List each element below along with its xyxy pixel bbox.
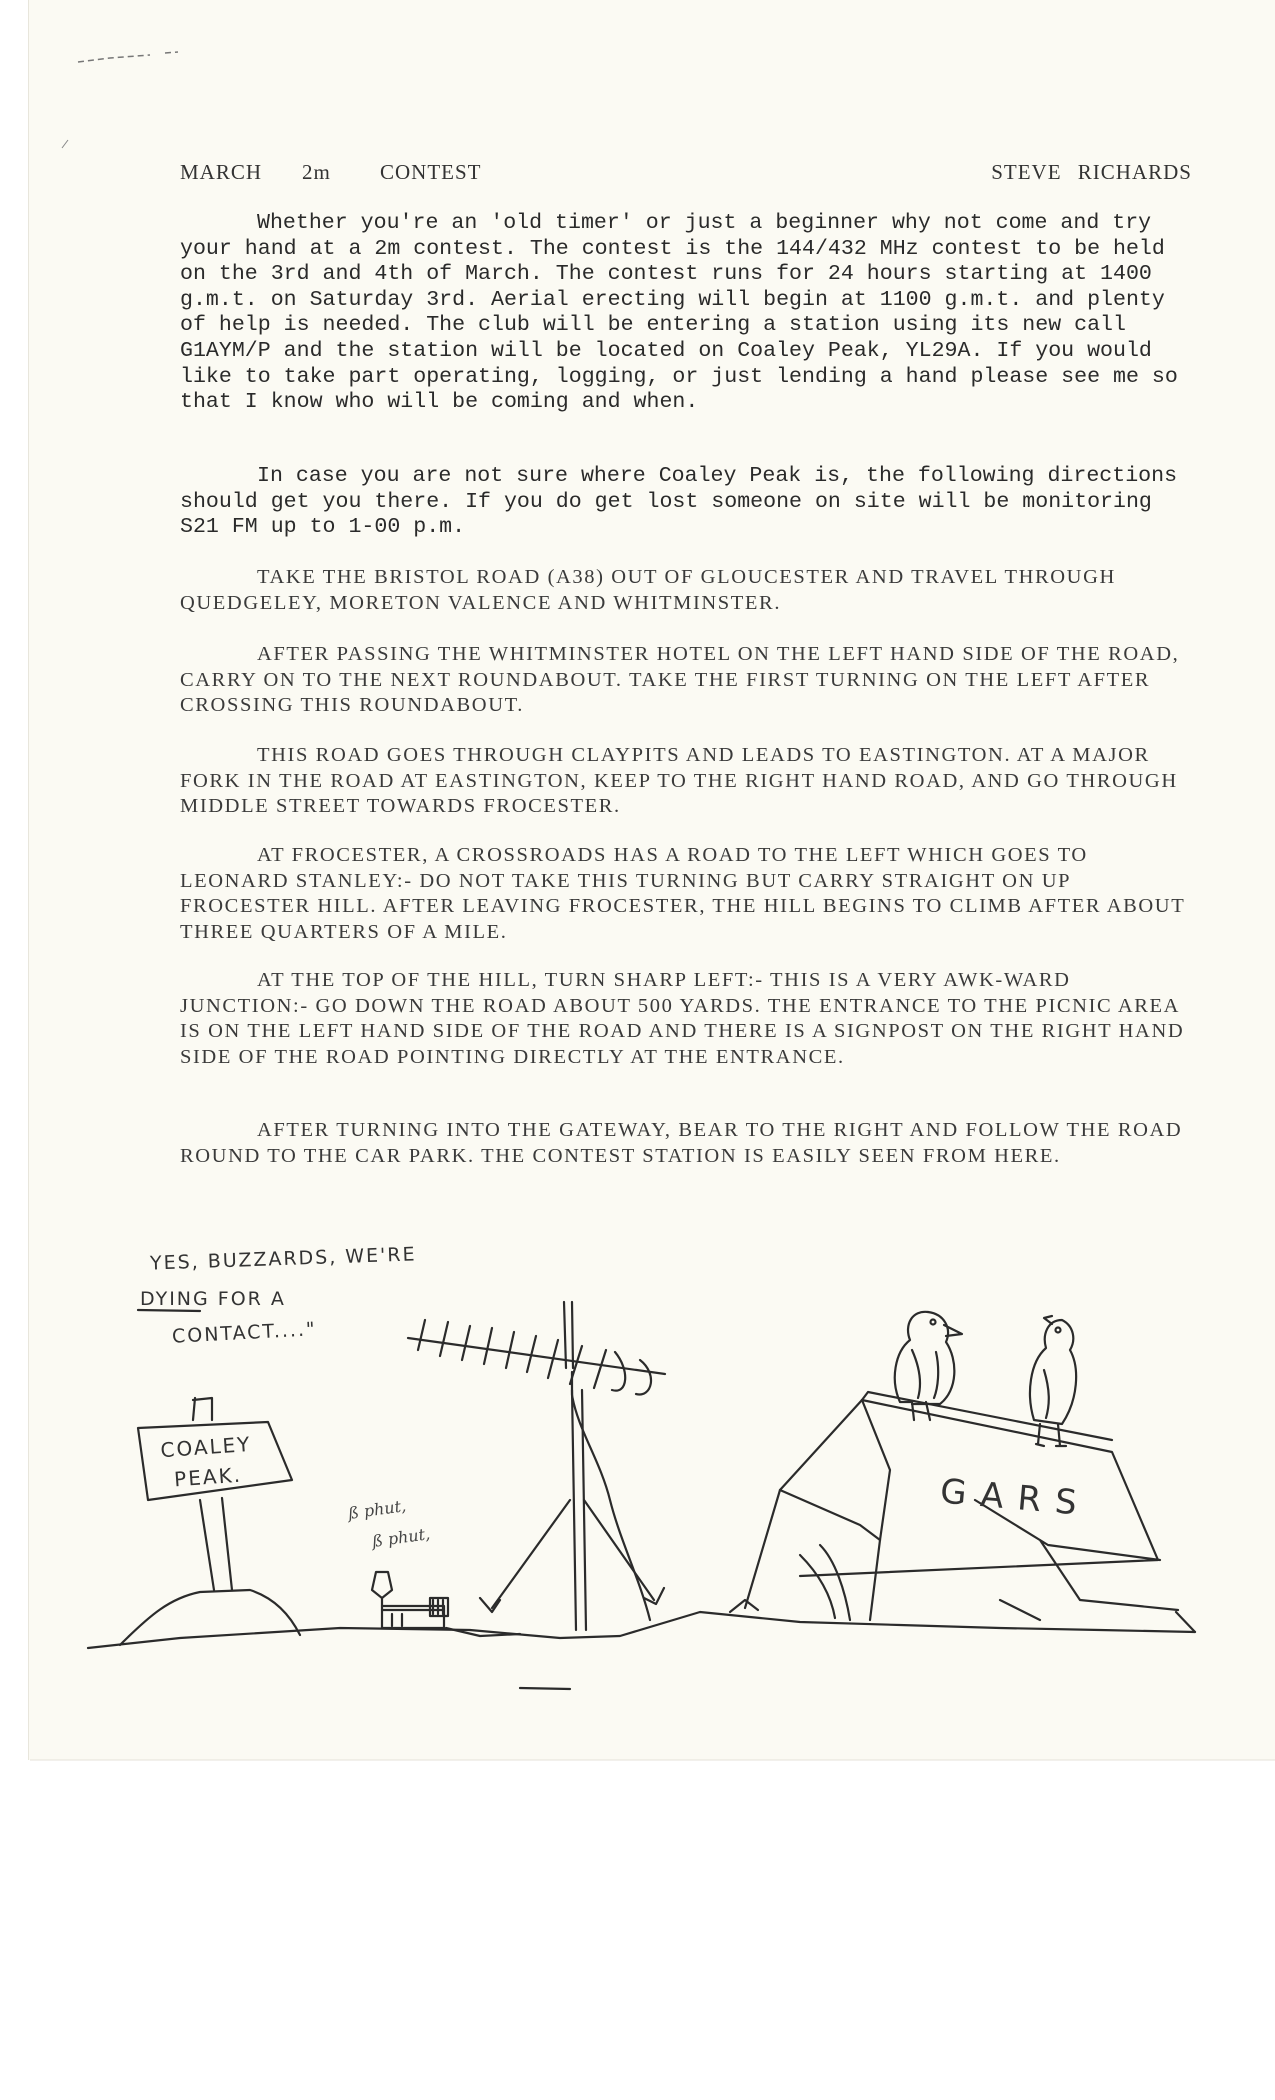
paragraph-direction-6: AFTER TURNING INTO THE GATEWAY, BEAR TO THE RIGHT AND FOLLOW THE ROAD ROUND TO THE CAR PARK. THE CONTEST STATION IS EASILY SEEN FROM HERE. xyxy=(180,1119,1183,1167)
paragraph-location: In case you are not sure where Coaley Peak is, the following directions should get you there. If you do get lost someone on site will be monitoring S21 FM up to 1-00 p.m. xyxy=(180,464,1178,540)
header-author: STEVE RICHARDS xyxy=(991,160,1192,184)
tent-label: GARS xyxy=(938,1471,1093,1525)
header-contest: CONTEST xyxy=(380,160,482,184)
paragraph-direction-1: TAKE THE BRISTOL ROAD (A38) OUT OF GLOUCESTER AND TRAVEL THROUGH QUEDGELEY, MORETON VALENCE AND WHITMINSTER. xyxy=(180,566,1116,614)
generator-sound-2: ß phut, xyxy=(370,1524,432,1551)
paragraph-direction-3: THIS ROAD GOES THROUGH CLAYPITS AND LEADS TO EASTINGTON. AT A MAJOR FORK IN THE ROAD AT EASTINGTON, KEEP TO THE RIGHT HAND ROAD, AND GO THROUGH MIDDLE STREET TOWARDS FROCESTER. xyxy=(180,744,1178,818)
paragraph-direction-4: AT FROCESTER, A CROSSROADS HAS A ROAD TO THE LEFT WHICH GOES TO LEONARD STANLEY:- DO NOT TAKE THIS TURNING BUT CARRY STRAIGHT ON UP FROCESTER HILL. AFTER LEAVING FROCESTER, THE HILL BEGINS TO CLIMB AFTER ABOUT THREE QUARTERS OF A MILE. xyxy=(180,844,1185,943)
header-band: 2m xyxy=(302,160,331,184)
document-header xyxy=(180,160,1192,186)
header-month: MARCH xyxy=(180,160,263,184)
paragraph-intro: Whether you're an 'old timer' or just a beginner why not come and try your hand at a 2m contest. The contest is the 144/432 MHz contest to be held on the 3rd and 4th of March. The contest runs for 24 hours starting at 1400 g.m.t. on Saturday 3rd. Aerial erecting will begin at 1100 g.m.t. and plenty of help is needed. The club will be entering a station using its new call G1AYM/P and the station will be located on Coaley Peak, YL29A. If you would like to take part operating, logging, or just lending a hand please see me so that I know who will be coming and when. xyxy=(180,211,1178,415)
cartoon-caption-line-1: YES, BUZZARDS, WE'RE xyxy=(149,1243,417,1275)
paragraph-direction-2: AFTER PASSING THE WHITMINSTER HOTEL ON THE LEFT HAND SIDE OF THE ROAD, CARRY ON TO THE NEXT ROUNDABOUT. TAKE THE FIRST TURNING ON THE LEFT AFTER CROSSING THIS ROUNDABOUT. xyxy=(180,643,1180,717)
generator-sound-1: ß phut, xyxy=(346,1496,408,1523)
cartoon-caption-line-2: DYING FOR A xyxy=(140,1288,286,1310)
paragraph-direction-5: AT THE TOP OF THE HILL, TURN SHARP LEFT:- THIS IS A VERY AWK-WARD JUNCTION:- GO DOWN THE ROAD ABOUT 500 YARDS. THE ENTRANCE TO THE PICNIC AREA IS ON THE LEFT HAND SIDE OF THE ROAD AND THERE IS A SIGNPOST ON THE RIGHT HAND SIDE OF THE ROAD POINTING DIRECTLY AT THE ENTRANCE. xyxy=(180,969,1185,1068)
coaley-peak-sign-label: COALEY PEAK. xyxy=(159,1431,253,1492)
cartoon-caption-line-3: CONTACT...." xyxy=(171,1318,318,1348)
